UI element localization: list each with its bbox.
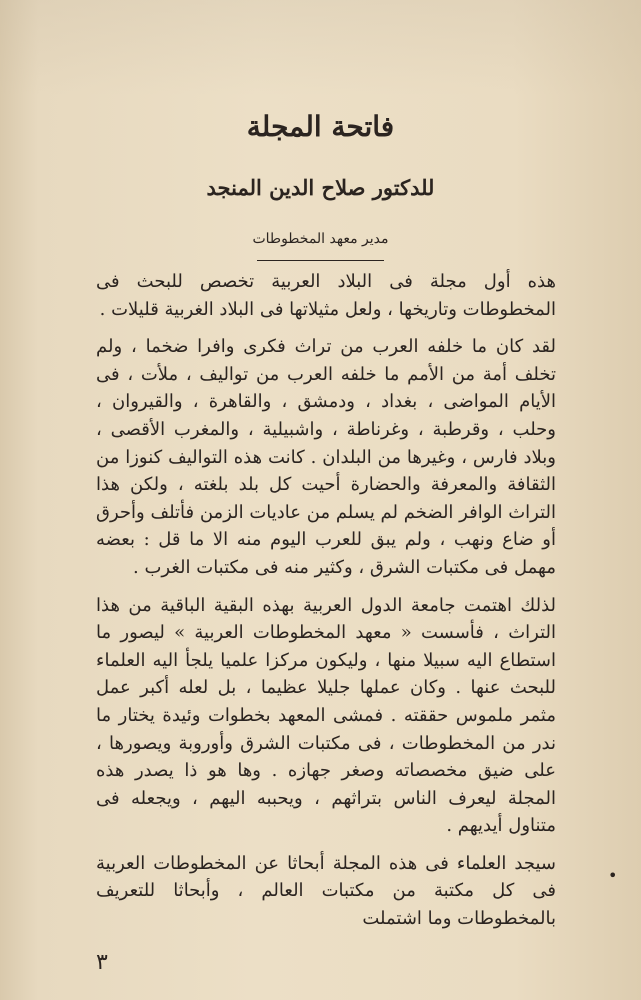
title-divider xyxy=(257,260,384,261)
author-role: مدير معهد المخطوطات xyxy=(252,231,389,247)
article-body xyxy=(96,268,556,933)
paragraph-3: لذلك اهتمت جامعة الدول العربية بهذه البقية الباقية من هذا التراث ، فأسست « معهد المخطوطات العربية » ليصور ما استطاع اليه سبيلا منها ، وليكون مركزا علميا يلجأ اليه العلماء للبحث عنها . وكان عملها جليلا عظيما ، بل لعله أكبر عمل مثمر ملموس حققته . فمشى المعهد بخطوات وئيدة يختار ما ندر من المخطوطات ، فى مكتبات الشرق وأوروبة ويصورها ، على ضيق مخصصاته وصغر جهازه . وها هو ذا يصدر هذه المجلة ليعرف الناس بتراثهم ، ويحببه اليهم ، ويجعله فى متناول أيديهم . xyxy=(96,594,556,837)
page-number: ٣ xyxy=(96,950,108,975)
margin-dot-icon: • xyxy=(608,866,618,885)
page-title: فاتحة المجلة xyxy=(246,110,395,143)
paper-bleed-through xyxy=(0,0,641,95)
author-line: للدكتور صلاح الدين المنجد xyxy=(206,175,435,200)
paragraph-2: لقد كان ما خلفه العرب من تراث فكرى وافرا ضخما ، ولم تخلف أمة من الأمم ما خلفه العرب من تواليف ، ملأت ، فى الأيام المواضى ، بغداد ، ودمشق ، والقاهرة ، والقيروان ، وحلب ، وقرطبة ، وغرناطة ، واشبيلية ، والمغرب الأقصى ، وبلاد فارس ، وغيرها من البلدان . كانت هذه التواليف كنوزا من الثقافة والمعرفة والحضارة أحيت كل بلد بلغته ، ولكن هذا التراث الوافر الضخم لم يسلم من عاديات الزمن فأتلف وأحرق أو ضاع ونهب ، ولم يبق للعرب اليوم منه الا ما قل : بعضه مهمل فى مكتبات الشرق ، وكثير منه فى مكتبات الغرب . xyxy=(96,336,556,578)
paragraph-4: سيجد العلماء فى هذه المجلة أبحاثا عن المخطوطات العربية فى كل مكتبة من مكتبات العالم ، وأبحاثا للتعريف بالمخطوطات وما اشتملت xyxy=(96,852,556,930)
paragraph-1: هذه أول مجلة فى البلاد العربية تخصص للبحث فى المخطوطات وتاريخها ، ولعل مثيلاتها فى البلاد الغربية قليلات . xyxy=(96,271,556,320)
